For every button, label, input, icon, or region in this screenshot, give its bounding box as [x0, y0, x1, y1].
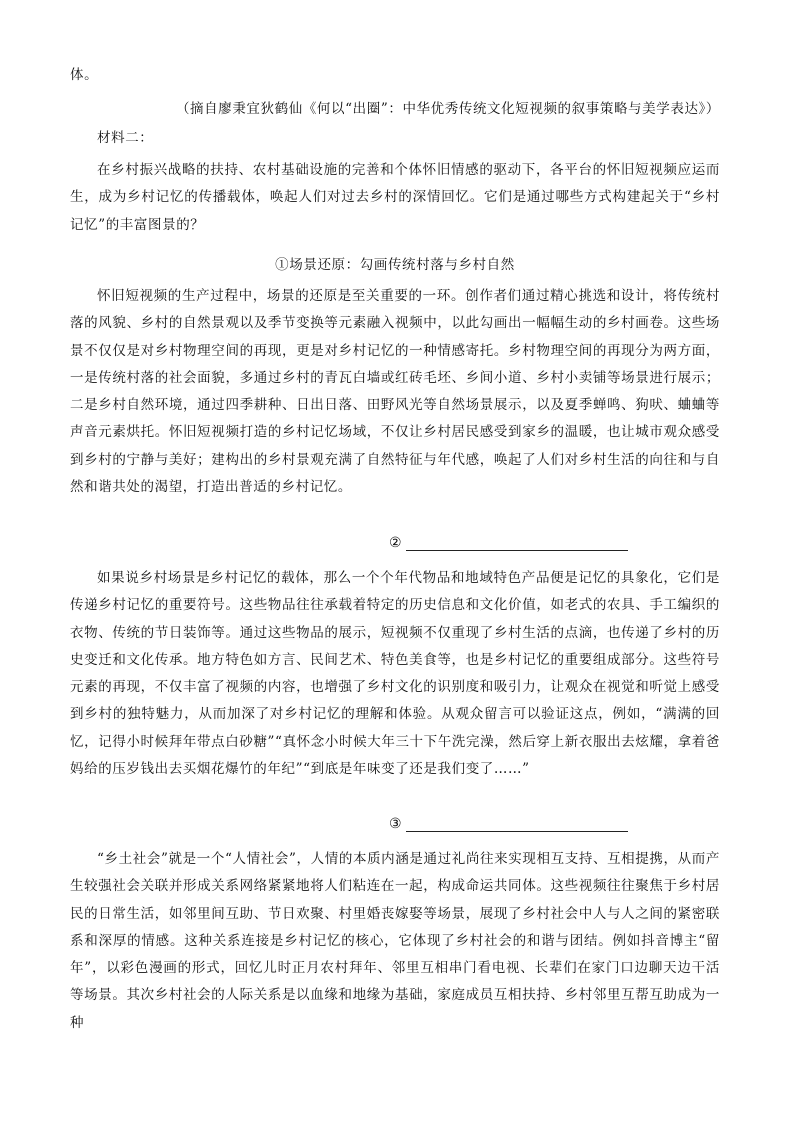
- paragraph-scene: 怀旧短视频的生产过程中，场景的还原是至关重要的一环。创作者们通过精心挑选和设计，将传统村落的风貌、乡村的自然景观以及季节变换等元素融入视频中，以此勾画出一幅幅生动的乡村画卷。这些场景不仅仅是对乡村物理空间的再现，更是对乡村记忆的一种情感寄托。乡村物理空间的再现分为两方面，一是传统村落的社会面貌，多通过乡村的青瓦白墙或红砖毛坯、乡间小道、乡村小卖铺等场景进行展示；二是乡村自然环境，通过四季耕种、日出日落、田野风光等自然场景展示，以及夏季蝉鸣、狗吠、蛐蛐等声音元素烘托。怀旧短视频打造的乡村记忆场域，不仅让乡村居民感受到家乡的温暖，也让城市观众感受到乡村的宁静与美好；建构出的乡村景观充满了自然特征与年代感，唤起了人们对乡村生活的向往和与自然和谐共处的渴望，打造出普适的乡村记忆。: [70, 288, 720, 496]
- paragraph-symbols: 如果说乡村场景是乡村记忆的载体，那么一个个年代物品和地域特色产品便是记忆的具象化，它们是传递乡村记忆的重要符号。这些物品往往承载着特定的历史信息和文化价值，如老式的农具、手工编织的衣物、传统的节日装饰等。通过这些物品的展示，短视频不仅重现了乡村生活的点滴，也传递了乡村的历史变迁和文化传承。地方特色如方言、民间艺术、特色美食等，也是乡村记忆的重要组成部分。这些符号元素的再现，不仅丰富了视频的内容，也增强了乡村文化的识别度和吸引力，让观众在视觉和听觉上感受到乡村的独特魅力，从而加深了对乡村记忆的理解和体验。从观众留言可以验证这点，例如，“满满的回忆，记得小时候拜年带点白砂糖”“真怀念小时候大年三十下午洗完澡，然后穿上新衣服出去炫耀，拿着爸妈给的压岁钱出去买烟花爆竹的年纪”“到底是年味变了还是我们变了……”: [70, 570, 720, 778]
- fill-in-blank-line: [406, 536, 628, 551]
- section-heading-1: ①场景还原：勾画传统村落与乡村自然: [275, 257, 515, 273]
- paragraph-continuation: 体。: [70, 67, 99, 83]
- section-number: ②: [389, 535, 402, 551]
- section-number: ③: [389, 816, 402, 832]
- paragraph-intro: 在乡村振兴战略的扶持、农村基础设施的完善和个体怀旧情感的驱动下，各平台的怀旧短视频应运而生，成为乡村记忆的传播载体，唤起人们对过去乡村的深情回忆。它们是通过哪些方式构建起关于“乡村记忆”的丰富图景的？: [70, 162, 720, 233]
- fill-in-blank-line: [406, 817, 628, 832]
- section-heading-3-blank: [389, 813, 679, 839]
- material-label: 材料二：: [97, 130, 154, 146]
- paragraph-relations: “乡土社会”就是一个“人情社会”，人情的本质内涵是通过礼尚往来实现相互支持、互相提携，从而产生较强社会关联并形成关系网络紧紧地将人们粘连在一起，构成命运共同体。这些视频往往聚焦于乡村居民的日常生活，如邻里间互助、节日欢聚、村里婚丧嫁娶等场景，展现了乡村社会中人与人之间的紧密联系和深厚的情感。这种关系连接是乡村记忆的核心，它体现了乡村社会的和谐与团结。例如抖音博主“留年”，以彩色漫画的形式，回忆儿时正月农村拜年、邻里互相串门看电视、长辈们在家门口边聊天边干活等场景。其次乡村社会的人际关系是以血缘和地缘为基础，家庭成员互相扶持、乡村邻里互帮互助成为一种: [70, 851, 720, 1031]
- section-heading-2-blank: [389, 532, 679, 558]
- citation: （摘自廖秉宜狄鹤仙《何以“出圈”：中华优秀传统文化短视频的叙事策略与美学表达》）: [175, 101, 720, 117]
